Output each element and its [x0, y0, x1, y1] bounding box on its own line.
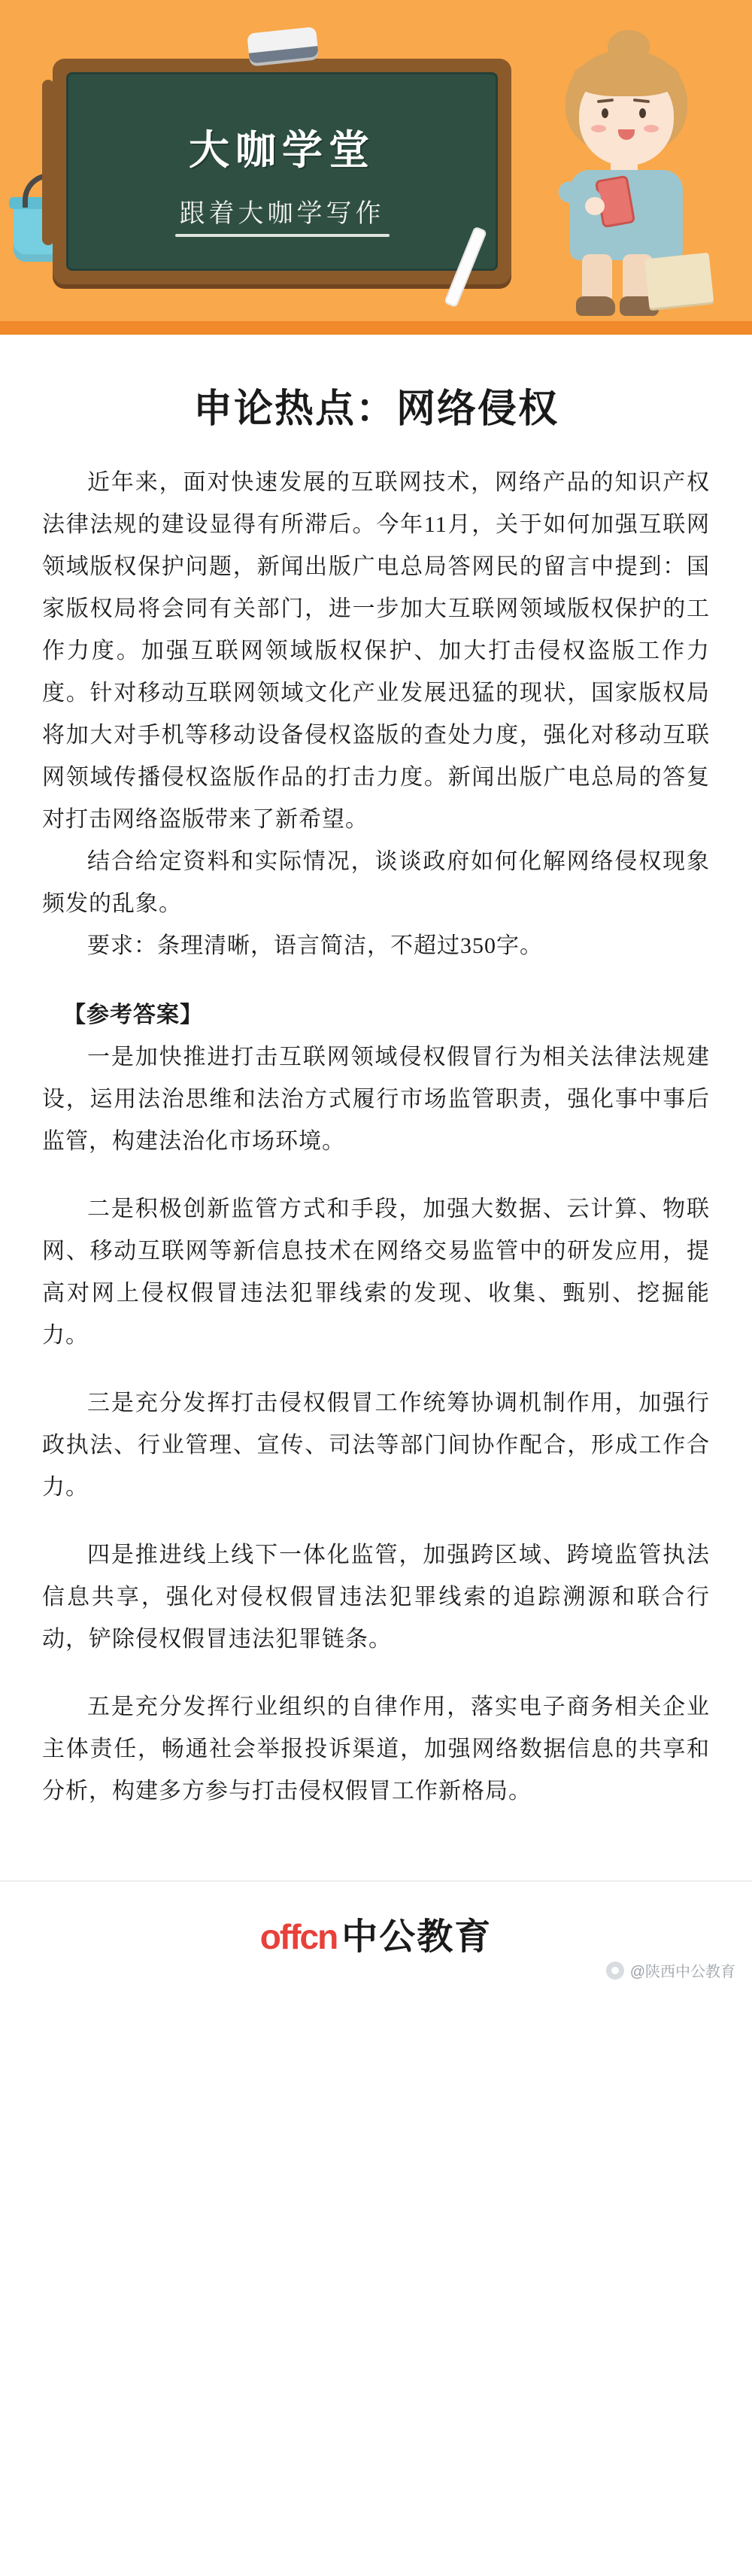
eye-left	[602, 108, 608, 118]
cheek-right	[644, 125, 659, 132]
chalkboard-surface	[66, 72, 498, 271]
paragraph-intro: 近年来，面对快速发展的互联网技术，网络产品的知识产权法律法规的建设显得有所滞后。今年11月，关于如何加强互联网领域版权保护问题，新闻出版广电总局答网民的留言中提到：国家版权局将会同有关部门，进一步加大互联网领域版权保护的工作力度。加强互联网领域版权保护、加大打击侵权盗版工作力度。针对移动互联网领域文化产业发展迅猛的现状，国家版权局将加大对手机等移动设备侵权盗版的查处力度，强化对移动互联网领域传播侵权盗版作品的打击力度。新闻出版广电总局的答复对打击网络盗版带来了新希望。	[42, 470, 710, 832]
girl-reading-illustration	[526, 30, 722, 316]
book-icon	[644, 253, 714, 309]
cheek-left	[591, 125, 606, 132]
answer-point-5: 五是充分发挥行业组织的自律作用，落实电子商务相关企业主体责任，畅通社会举报投诉渠道，加强网络数据信息的共享和分析，构建多方参与打击侵权假冒工作新格局。	[42, 1695, 710, 1804]
weibo-watermark	[606, 1959, 735, 1981]
eye-right	[639, 108, 646, 118]
weibo-handle: @陕西中公教育	[629, 1964, 735, 1980]
shoe-left	[576, 296, 615, 316]
answer-point-1: 一是加快推进打击互联网领域侵权假冒行为相关法律法规建设，运用法治思维和法治方式履行市场监管职责，强化事中事后监管，构建法治化市场环境。	[42, 1045, 710, 1154]
paragraph-question: 结合给定资料和实际情况，谈谈政府如何化解网络侵权现象频发的乱象。	[42, 849, 710, 916]
brand-logo	[0, 1907, 752, 1959]
chalkboard-text-block	[68, 118, 496, 229]
hand	[585, 197, 605, 215]
offcn-logo-text: offcn	[259, 1916, 338, 1956]
footer	[0, 1880, 752, 1992]
weibo-icon	[606, 1962, 624, 1980]
article-body	[0, 377, 752, 1813]
page-title: 申论热点：网络侵权	[193, 388, 559, 431]
chalkboard	[53, 59, 511, 284]
answer-point-3: 三是充分发挥打击侵权假冒工作统筹协调机制作用，加强行政执法、行业管理、宣传、司法等部门间协作配合，形成工作合力。	[42, 1391, 710, 1500]
header-divider	[0, 321, 752, 335]
offcn-logo-mark	[260, 1916, 337, 1957]
answer-point-4: 四是推进线上线下一体化监管，加强跨区域、跨境监管执法信息共享，强化对侵权假冒违法犯罪线索的追踪溯源和联合行动，铲除侵权假冒违法犯罪链条。	[42, 1543, 710, 1652]
paragraph-requirement: 要求：条理清晰，语言简洁，不超过350字。	[87, 933, 543, 958]
bangs	[573, 57, 680, 96]
reference-answer-label: 【参考答案】	[63, 1003, 203, 1027]
brand-title: 大咖学堂	[189, 128, 375, 173]
answer-point-2: 二是积极创新监管方式和手段，加强大数据、云计算、物联网、移动互联网等新信息技术在网络交易监管中的研发应用，提高对网上侵权假冒违法犯罪线索的发现、收集、甄别、挖掘能力。	[42, 1197, 710, 1348]
brand-name: 中公教育	[341, 1917, 493, 1957]
header-banner	[0, 0, 752, 335]
brand-subtitle: 跟着大咖学写作	[180, 193, 385, 229]
